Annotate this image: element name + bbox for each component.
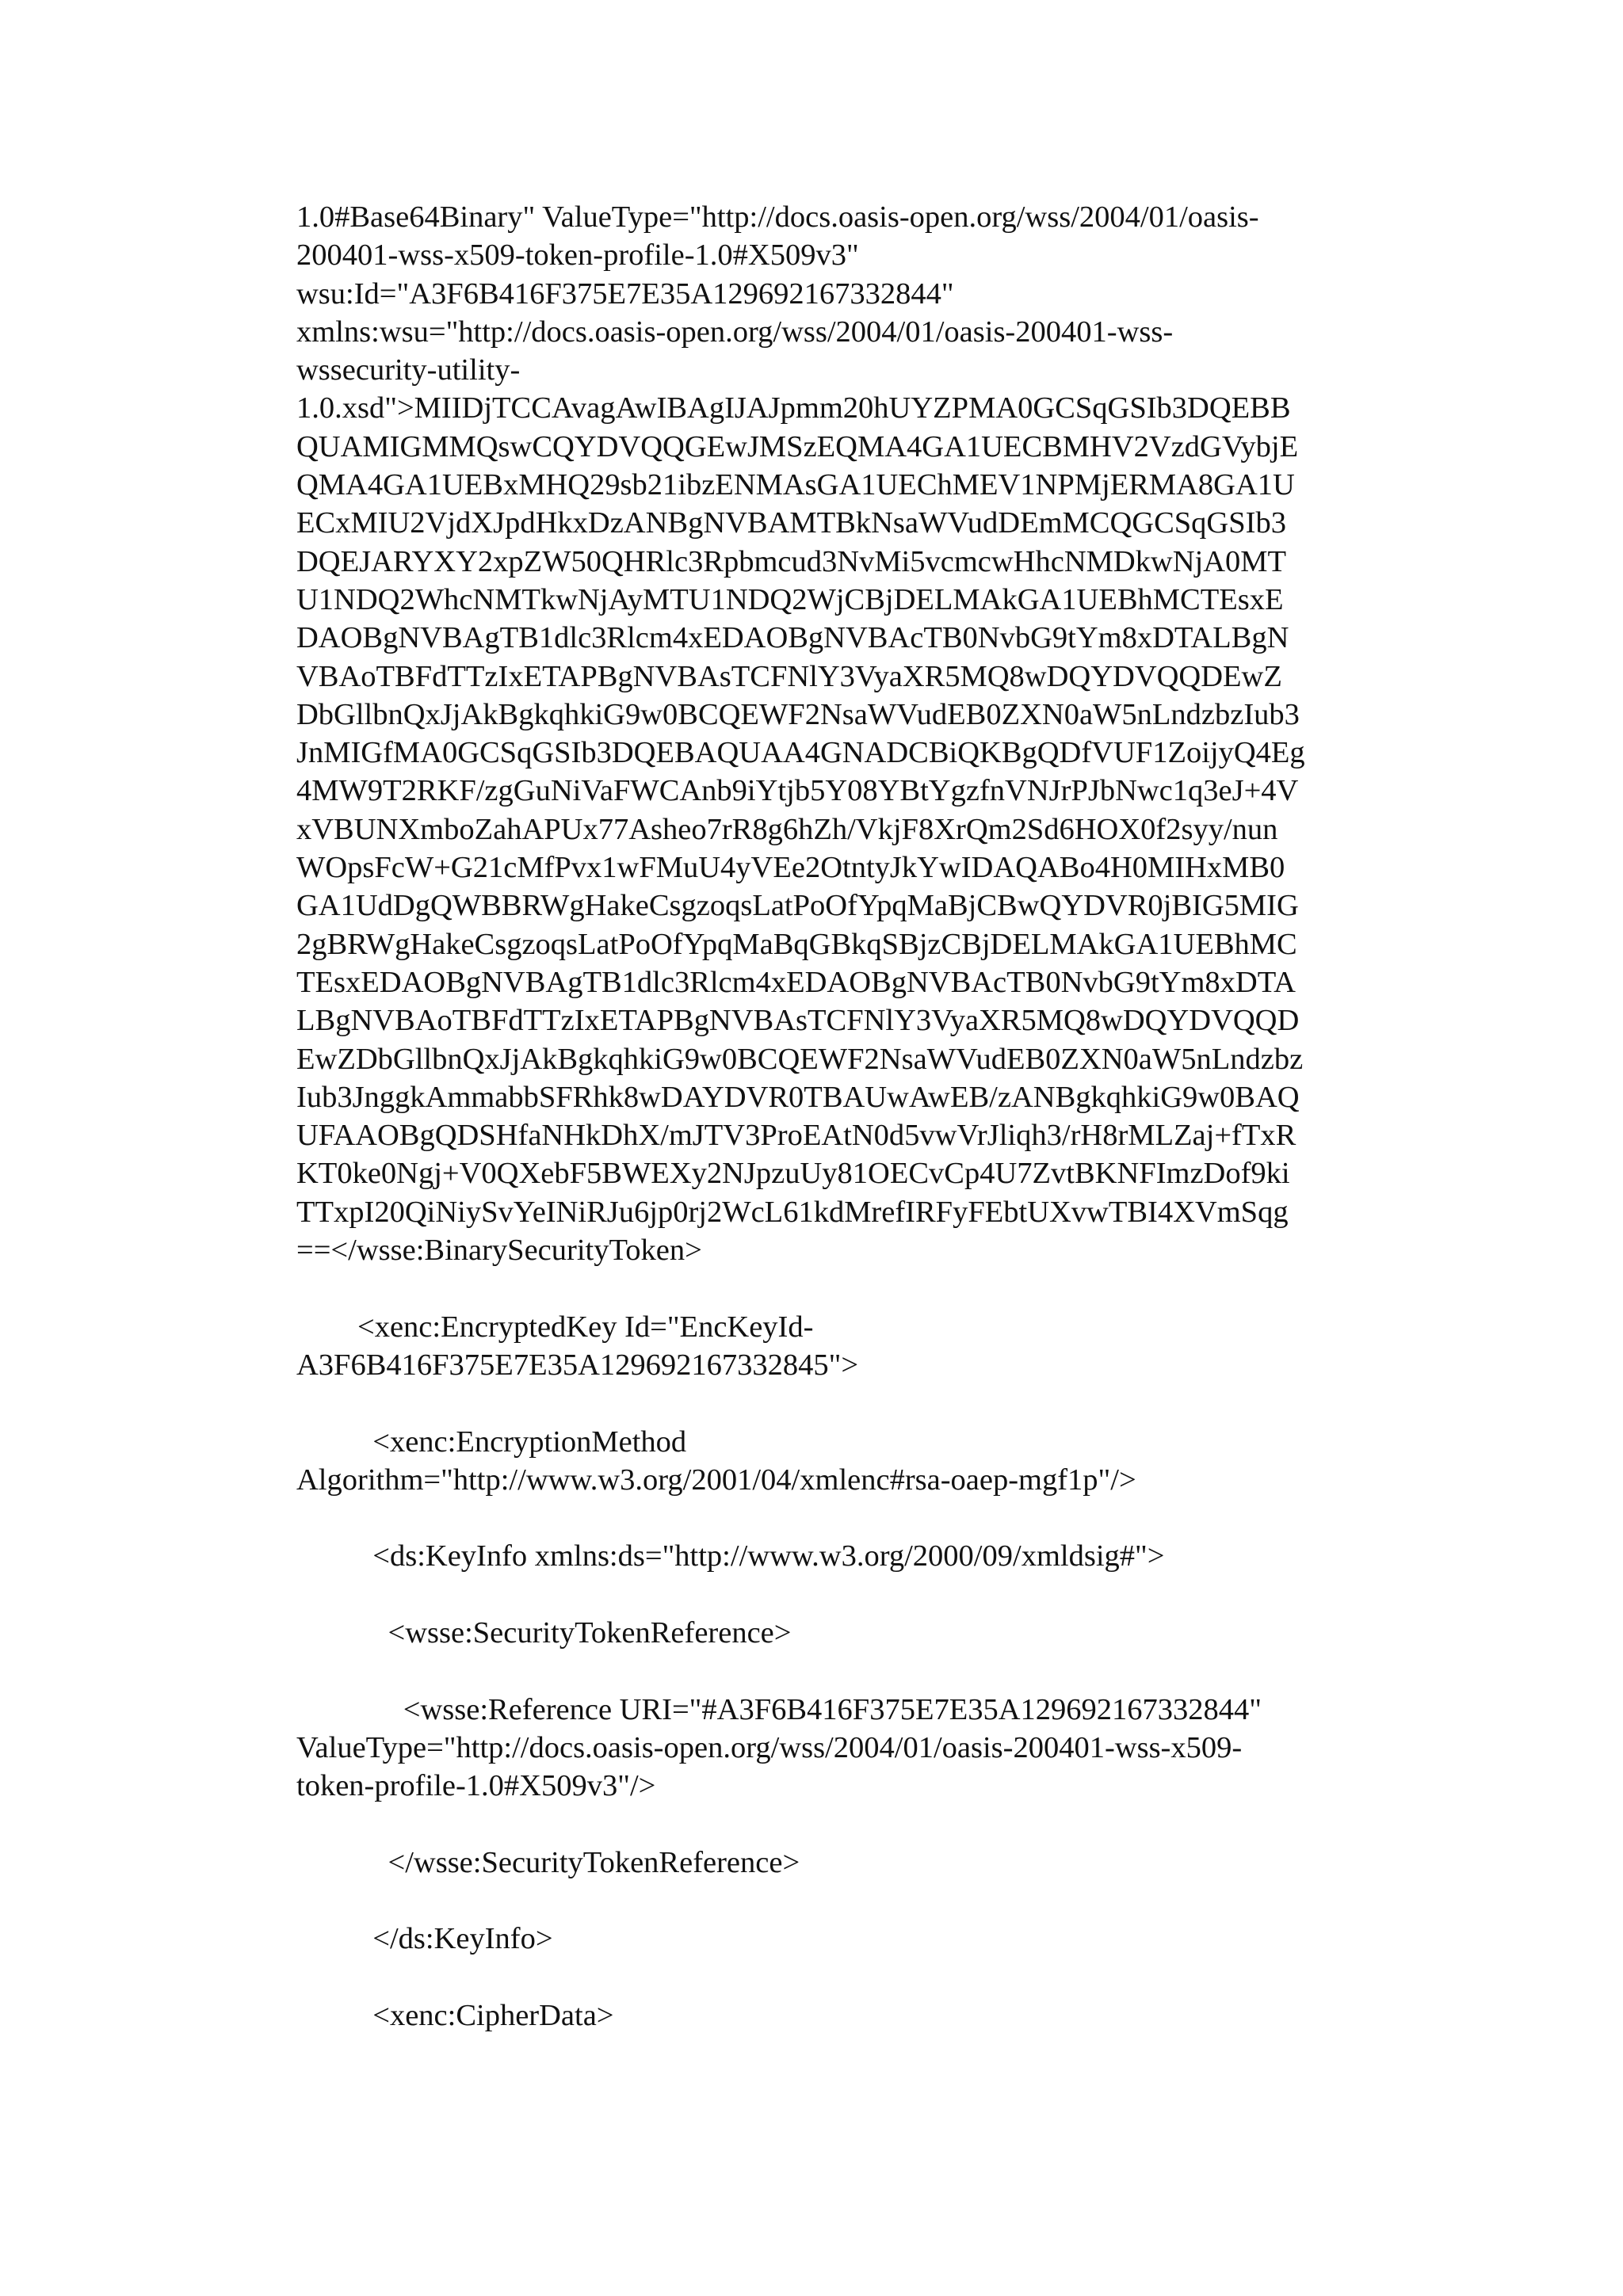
text-line: EwZDbGllbnQxJjAkBgkqhkiG9w0BCQEWF2NsaWVudEB0ZXN0aW5nLndzbz: [296, 1042, 1304, 1076]
text-line: TTxpI20QiNiySvYeINiRJu6jp0rj2WcL61kdMrefIRFyFEbtUXvwTBI4XVmSqg: [296, 1195, 1289, 1229]
text-line: UFAAOBgQDSHfaNHkDhX/mJTV3ProEAtN0d5vwVrJliqh3/rH8rMLZaj+fTxR: [296, 1119, 1296, 1153]
paragraph-security-token-reference: [296, 1614, 1406, 1652]
text-line: DQEJARYXY2xpZW50QHRlc3Rpbmcud3NvMi5vcmcwHhcNMDkwNjA0MT: [296, 544, 1287, 578]
paragraph-reference: [296, 1691, 1406, 1806]
paragraph-spacer: [296, 1958, 1406, 1997]
paragraph-spacer: [296, 1882, 1406, 1920]
paragraph-spacer: [296, 1269, 1406, 1307]
paragraph-security-token-reference-close: [296, 1844, 1406, 1882]
text-line: wssecurity-utility-: [296, 353, 521, 387]
text-line: Algorithm="http://www.w3.org/2001/04/xmlenc#rsa-oaep-mgf1p"/>: [296, 1463, 1136, 1497]
paragraph-spacer: [296, 1499, 1406, 1537]
paragraph-encryption-method: [296, 1423, 1406, 1500]
text-line: <xenc:CipherData>: [296, 1998, 614, 2032]
text-line: QMA4GA1UEBxMHQ29sb21ibzENMAsGA1UEChMEV1NPMjERMA8GA1U: [296, 468, 1295, 502]
text-line: <xenc:EncryptionMethod: [296, 1425, 687, 1459]
text-line: 2gBRWgHakeCsgzoqsLatPoOfYpqMaBqGBkqSBjzCBjDELMAkGA1UEBhMC: [296, 927, 1297, 961]
paragraph-spacer: [296, 1805, 1406, 1843]
text-line: <wsse:Reference URI="#A3F6B416F375E7E35A129692167332844": [296, 1692, 1262, 1726]
text-line: A3F6B416F375E7E35A129692167332845">: [296, 1348, 859, 1382]
text-line: </wsse:SecurityTokenReference>: [296, 1845, 800, 1879]
paragraph-cipher-data: [296, 1997, 1406, 2035]
text-line: xmlns:wsu="http://docs.oasis-open.org/wss/2004/01/oasis-200401-wss-: [296, 315, 1174, 349]
paragraph-binary-security-token: [296, 198, 1406, 1269]
text-line: Iub3JnggkAmmabbSFRhk8wDAYDVR0TBAUwAwEB/zANBgkqhkiG9w0BAQ: [296, 1080, 1300, 1114]
text-line: xVBUNXmboZahAPUx77Asheo7rR8g6hZh/VkjF8XrQm2Sd6HOX0f2syy/nun: [296, 812, 1278, 846]
text-line: 1.0.xsd">MIIDjTCCAvagAwIBAgIJAJpmm20hUYZPMA0GCSqGSIb3DQEBB: [296, 391, 1291, 425]
text-line: <ds:KeyInfo xmlns:ds="http://www.w3.org/2000/09/xmldsig#">: [296, 1539, 1165, 1573]
text-line: TEsxEDAOBgNVBAgTB1dlc3Rlcm4xEDAOBgNVBAcTB0NvbG9tYm8xDTA: [296, 965, 1296, 999]
text-line: VBAoTBFdTTzIxETAPBgNVBAsTCFNlY3VyaXR5MQ8wDQYDVQQDEwZ: [296, 659, 1282, 693]
text-line: ECxMIU2VjdXJpdHkxDzANBgNVBAMTBkNsaWVudDEmMCQGCSqGSIb3: [296, 506, 1286, 540]
text-line: </ds:KeyInfo>: [296, 1922, 553, 1956]
paragraph-key-info-close: [296, 1920, 1406, 1958]
paragraph-spacer: [296, 1576, 1406, 1614]
paragraph-key-info: [296, 1537, 1406, 1575]
paragraph-spacer: [296, 1384, 1406, 1422]
text-line: wsu:Id="A3F6B416F375E7E35A129692167332844": [296, 277, 954, 311]
text-line: DAOBgNVBAgTB1dlc3Rlcm4xEDAOBgNVBAcTB0NvbG9tYm8xDTALBgN: [296, 621, 1289, 655]
text-line: ValueType="http://docs.oasis-open.org/wss/2004/01/oasis-200401-wss-x509-: [296, 1730, 1243, 1764]
text-line: <xenc:EncryptedKey Id="EncKeyId-: [296, 1310, 814, 1344]
text-line: 200401-wss-x509-token-profile-1.0#X509v3": [296, 238, 859, 273]
text-line: KT0ke0Ngj+V0QXebF5BWEXy2NJpzuUy81OECvCp4U7ZvtBKNFImzDof9ki: [296, 1157, 1290, 1191]
document-page: [296, 198, 1406, 2035]
text-line: U1NDQ2WhcNMTkwNjAyMTU1NDQ2WjCBjDELMAkGA1UEBhMCTEsxE: [296, 582, 1284, 616]
text-line: ==</wsse:BinarySecurityToken>: [296, 1234, 702, 1268]
text-line: token-profile-1.0#X509v3"/>: [296, 1769, 656, 1803]
text-line: GA1UdDgQWBBRWgHakeCsgzoqsLatPoOfYpqMaBjCBwQYDVR0jBIG5MIG: [296, 889, 1299, 923]
text-line: DbGllbnQxJjAkBgkqhkiG9w0BCQEWF2NsaWVudEB0ZXN0aW5nLndzbzIub3: [296, 697, 1300, 731]
paragraph-spacer: [296, 1652, 1406, 1690]
text-line: 1.0#Base64Binary" ValueType="http://docs.oasis-open.org/wss/2004/01/oasis-: [296, 200, 1259, 234]
text-line: LBgNVBAoTBFdTTzIxETAPBgNVBAsTCFNlY3VyaXR5MQ8wDQYDVQQD: [296, 1004, 1300, 1038]
text-line: JnMIGfMA0GCSqGSIb3DQEBAQUAA4GNADCBiQKBgQDfVUF1ZoijyQ4Eg: [296, 736, 1305, 770]
paragraph-encrypted-key: [296, 1308, 1406, 1385]
text-line: <wsse:SecurityTokenReference>: [296, 1615, 792, 1650]
text-line: WOpsFcW+G21cMfPvx1wFMuU4yVEe2OtntyJkYwIDAQABo4H0MIHxMB0: [296, 851, 1285, 885]
text-line: 4MW9T2RKF/zgGuNiVaFWCAnb9iYtjb5Y08YBtYgzfnVNJrPJbNwc1q3eJ+4V: [296, 774, 1299, 808]
text-line: QUAMIGMMQswCQYDVQQGEwJMSzEQMA4GA1UECBMHV2VzdGVybjE: [296, 429, 1299, 463]
